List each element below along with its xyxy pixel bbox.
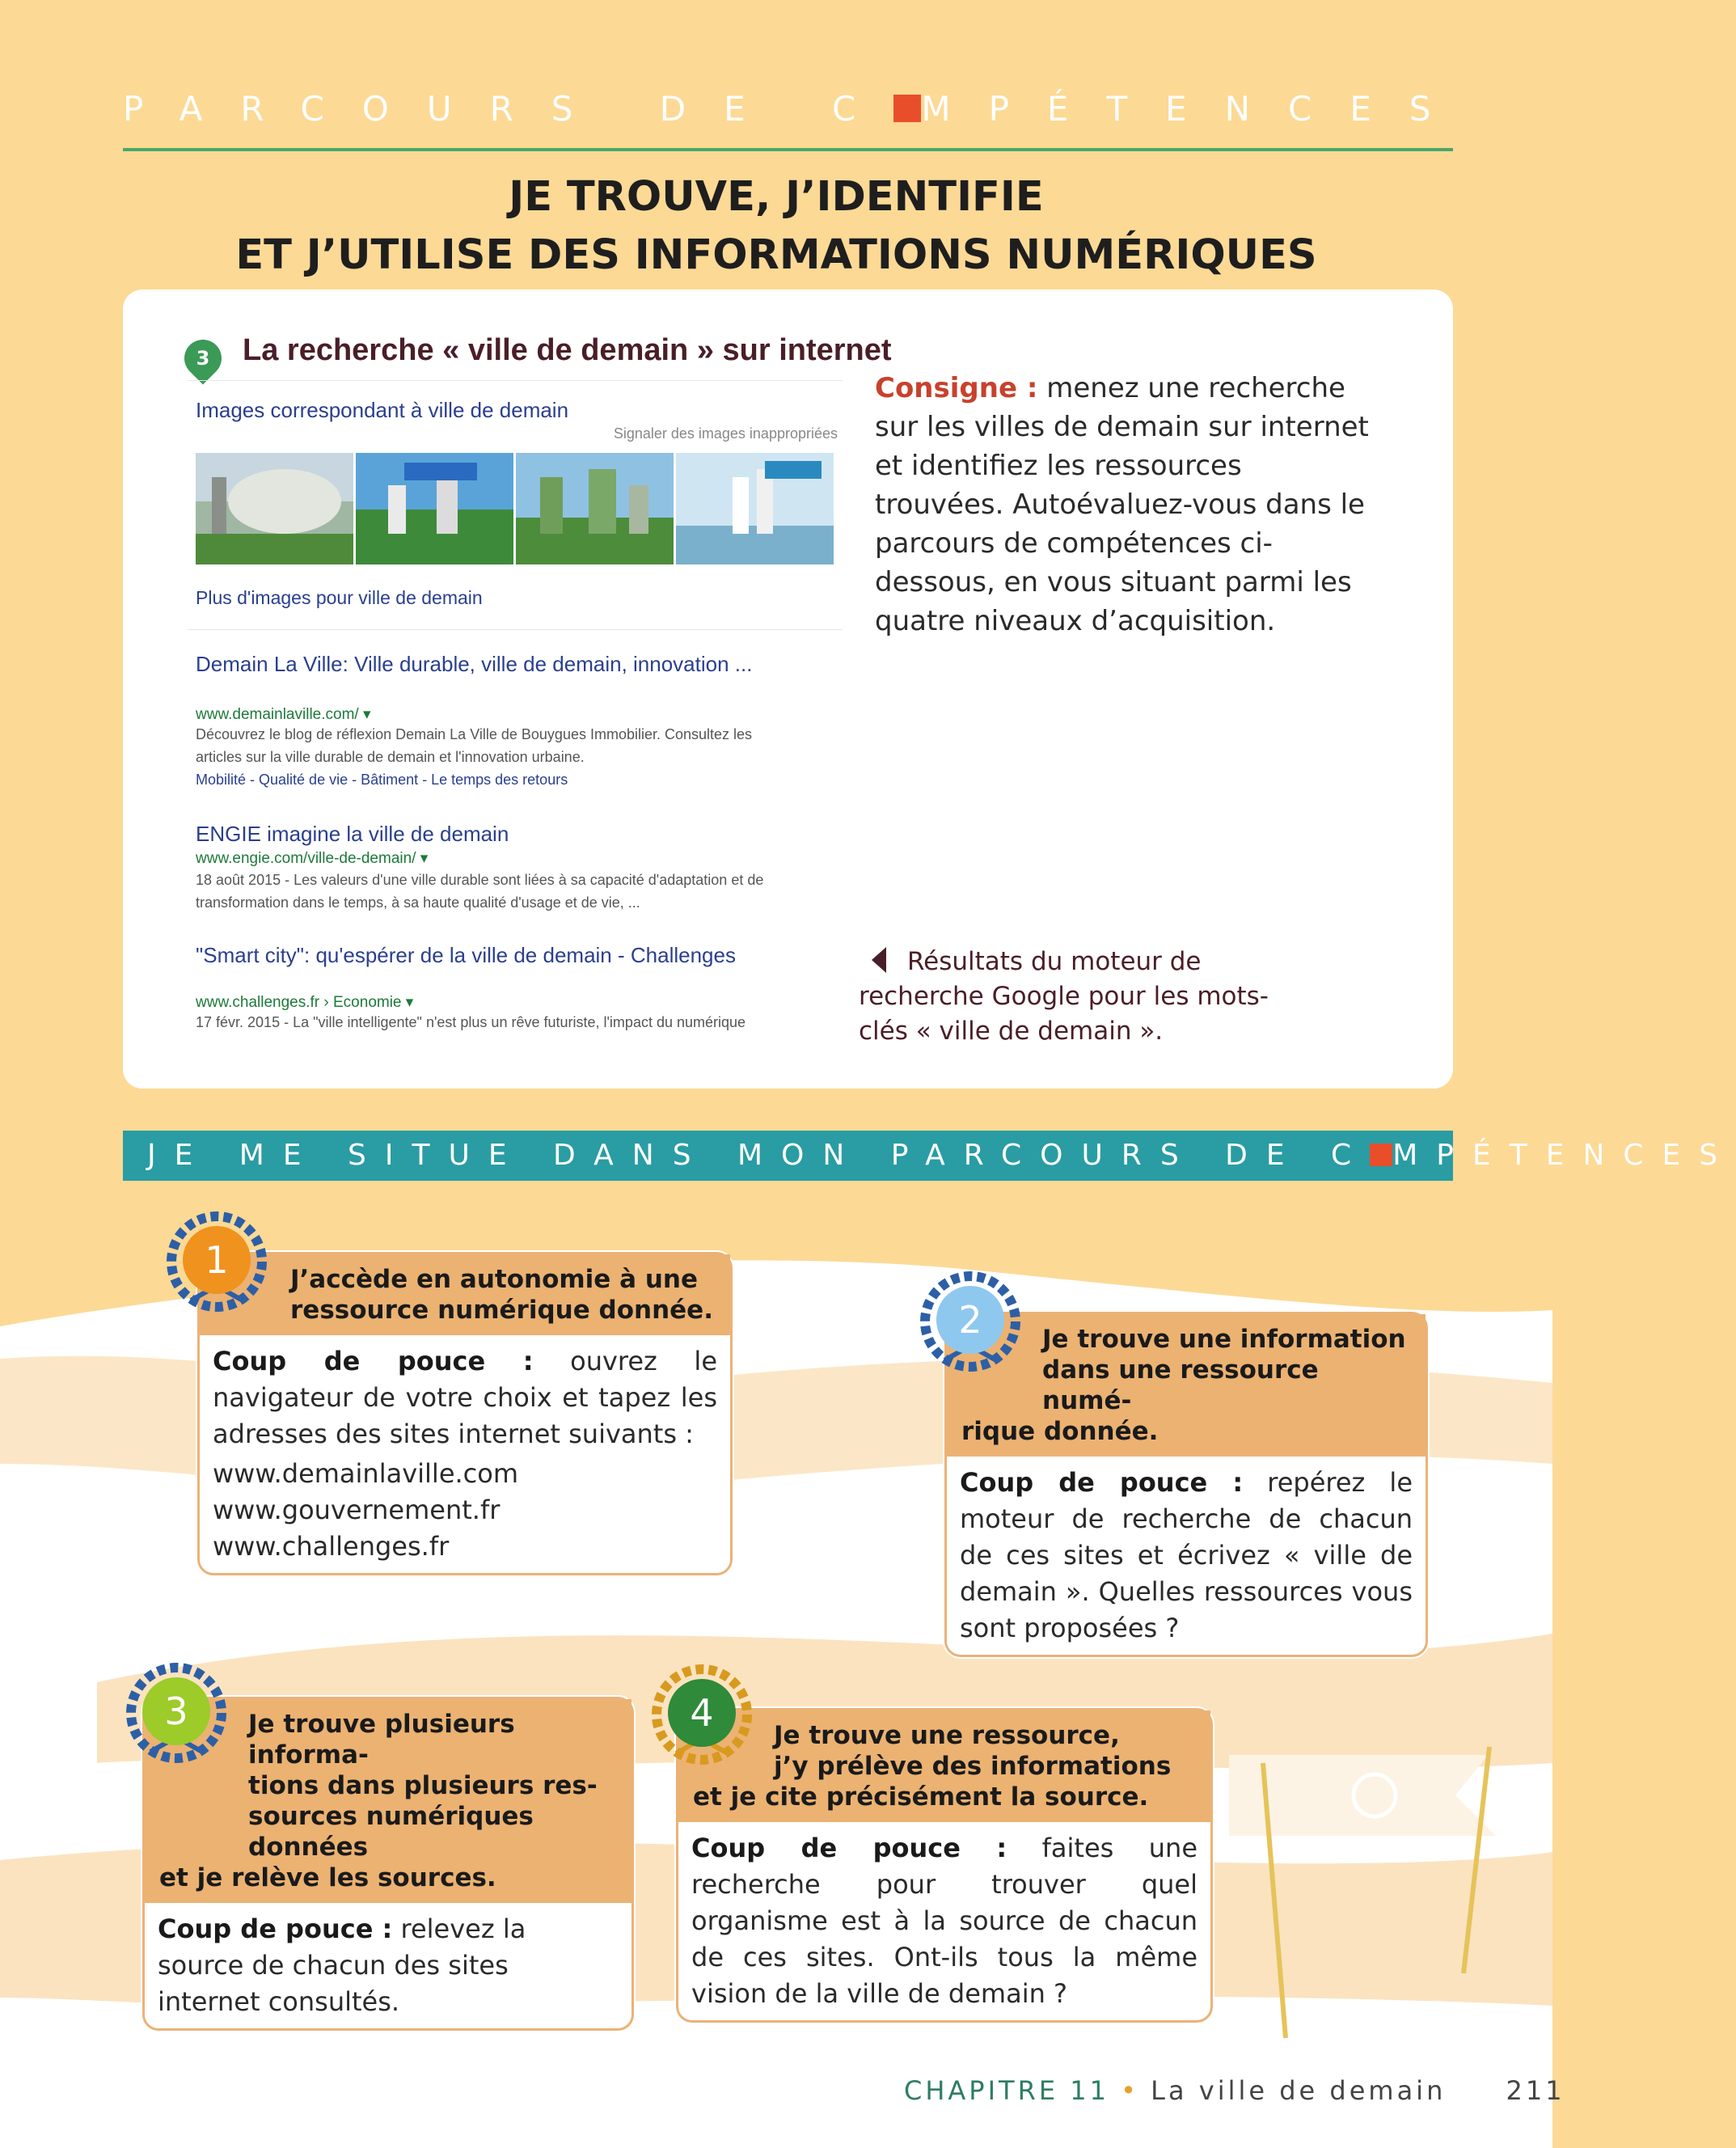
page-title	[0, 168, 1552, 285]
thumbnail-image-4[interactable]	[676, 453, 834, 564]
site-url: www.challenges.fr	[213, 1531, 450, 1562]
page-title-line1: JE TROUVE, J’IDENTIFIE	[509, 173, 1044, 221]
level-3-body: Coup de pouce : relevez la source de chacun des sites internet consultés.	[158, 1913, 526, 2017]
consigne-text: Consigne : menez une recherche sur les villes de demain sur internet et identifiez les ressources trouvées. Autoévaluez-vous dans le parcours de compétences ci-dessous, en vous situant parmi les quatre niveaux d’acquisition.	[875, 372, 1369, 637]
result-2-url[interactable]: www.engie.com/ville-de-demain/ ▾	[196, 850, 429, 867]
red-square-icon	[1370, 1144, 1392, 1166]
bullet-icon: •	[1121, 2075, 1139, 2106]
left-triangle-icon	[872, 947, 886, 973]
level-1-body: Coup de pouce : ouvrez le navigateur de votre choix et tapez les adresses des sites internet suivants : www.demainlaville.com www.gouvernement.fr www.challenges.fr	[200, 1335, 730, 1573]
result-3-snippet: 17 févr. 2015 - La "ville intelligente" n'est plus un rêve futuriste, l'impact du numérique	[196, 1014, 746, 1030]
level-1-card	[197, 1252, 733, 1575]
report-images-link[interactable]: Signaler des images inappropriées	[613, 425, 838, 442]
page-footer	[904, 2075, 1565, 2106]
red-square-icon	[893, 95, 921, 122]
figure-caption: Résultats du moteur de recherche Google pour les mots-clés « ville de demain ».	[859, 947, 1269, 1046]
page-title-line2: ET J’UTILISE DES INFORMATIONS NUMÉRIQUES	[235, 231, 1317, 279]
images-heading[interactable]: Images correspondant à ville de demain	[196, 398, 569, 422]
chapter-label: CHAPITRE 11	[904, 2075, 1109, 2106]
result-1-snippet: articles sur la ville durable de demain et l'innovation urbaine.	[196, 749, 585, 765]
result-1-url[interactable]: www.demainlaville.com/ ▾	[196, 706, 371, 723]
level-2-number: 2	[958, 1298, 982, 1342]
result-3-title[interactable]: "Smart city": qu'espérer de la ville de demain - Challenges	[196, 943, 736, 967]
result-1-snippet: Découvrez le blog de réflexion Demain La Ville de Bouygues Immobilier. Consultez les	[196, 726, 753, 742]
result-3-url[interactable]: www.challenges.fr › Economie ▾	[196, 994, 414, 1011]
level-4-title: Je trouve une ressource, j’y prélève des informations et je cite précisément la source.	[678, 1710, 1210, 1822]
level-1-number: 1	[205, 1238, 229, 1282]
level-2-body: Coup de pouce : repérez le moteur de recherche de chacun de ces sites et écrivez « ville de demain ». Quelles ressources vous sont proposées ?	[960, 1467, 1413, 1643]
result-2-snippet: transformation dans le temps, à sa haute qualité d'usage et de vie, ...	[196, 894, 640, 911]
level-1-medal-icon	[167, 1211, 267, 1312]
chapter-title: La ville de demain	[1151, 2075, 1447, 2106]
level-4-medal-icon	[652, 1664, 752, 1765]
header-rule	[123, 148, 1453, 151]
more-images-link[interactable]: Plus d'images pour ville de demain	[196, 587, 483, 608]
thumbnail-image-1[interactable]	[196, 453, 353, 564]
level-3-title: Je trouve plusieurs informa- tions dans plusieurs res- sources numériques données et je relève les sources.	[145, 1699, 631, 1903]
result-2-snippet: 18 août 2015 - Les valeurs d'une ville durable sont liées à sa capacité d'adaptation et de	[196, 872, 764, 888]
document-number-badge: 3	[176, 332, 229, 384]
site-url: www.gouvernement.fr	[213, 1495, 501, 1525]
level-3-number: 3	[164, 1689, 188, 1733]
level-2-medal-icon	[920, 1271, 1020, 1372]
level-4-body: Coup de pouce : faites une recherche pour trouver quel organisme est à la source de chacun de ces sites. Ont-ils tous la même vision de la ville de demain ?	[691, 1833, 1197, 2009]
result-2-title[interactable]: ENGIE imagine la ville de demain	[196, 822, 509, 846]
document-title: La recherche « ville de demain » sur internet	[243, 333, 892, 367]
level-1-title: J’accède en autonomie à une ressource numérique donnée.	[200, 1254, 730, 1335]
parcours-header: PARCOURS DE C MPÉTENCES	[123, 89, 1469, 129]
level-3-medal-icon	[126, 1663, 226, 1763]
result-1-sitelinks[interactable]: Mobilité - Qualité de vie - Bâtiment - Le temps des retours	[196, 772, 568, 788]
result-1-title[interactable]: Demain La Ville: Ville durable, ville de demain, innovation ...	[196, 652, 753, 676]
site-url: www.demainlaville.com	[213, 1458, 519, 1489]
level-4-card	[676, 1708, 1213, 2023]
level-2-title: Je trouve une information dans une ressource numé- rique donnée.	[947, 1314, 1426, 1457]
section-band-title: JE ME SITUE DANS MON PARCOURS DE C MPÉTENCES	[147, 1139, 1736, 1172]
page-number: 211	[1506, 2075, 1565, 2106]
thumbnail-image-3[interactable]	[516, 453, 674, 564]
thumbnail-image-2[interactable]	[356, 453, 513, 564]
level-4-number: 4	[690, 1691, 714, 1735]
google-search-screenshot	[188, 380, 843, 1051]
